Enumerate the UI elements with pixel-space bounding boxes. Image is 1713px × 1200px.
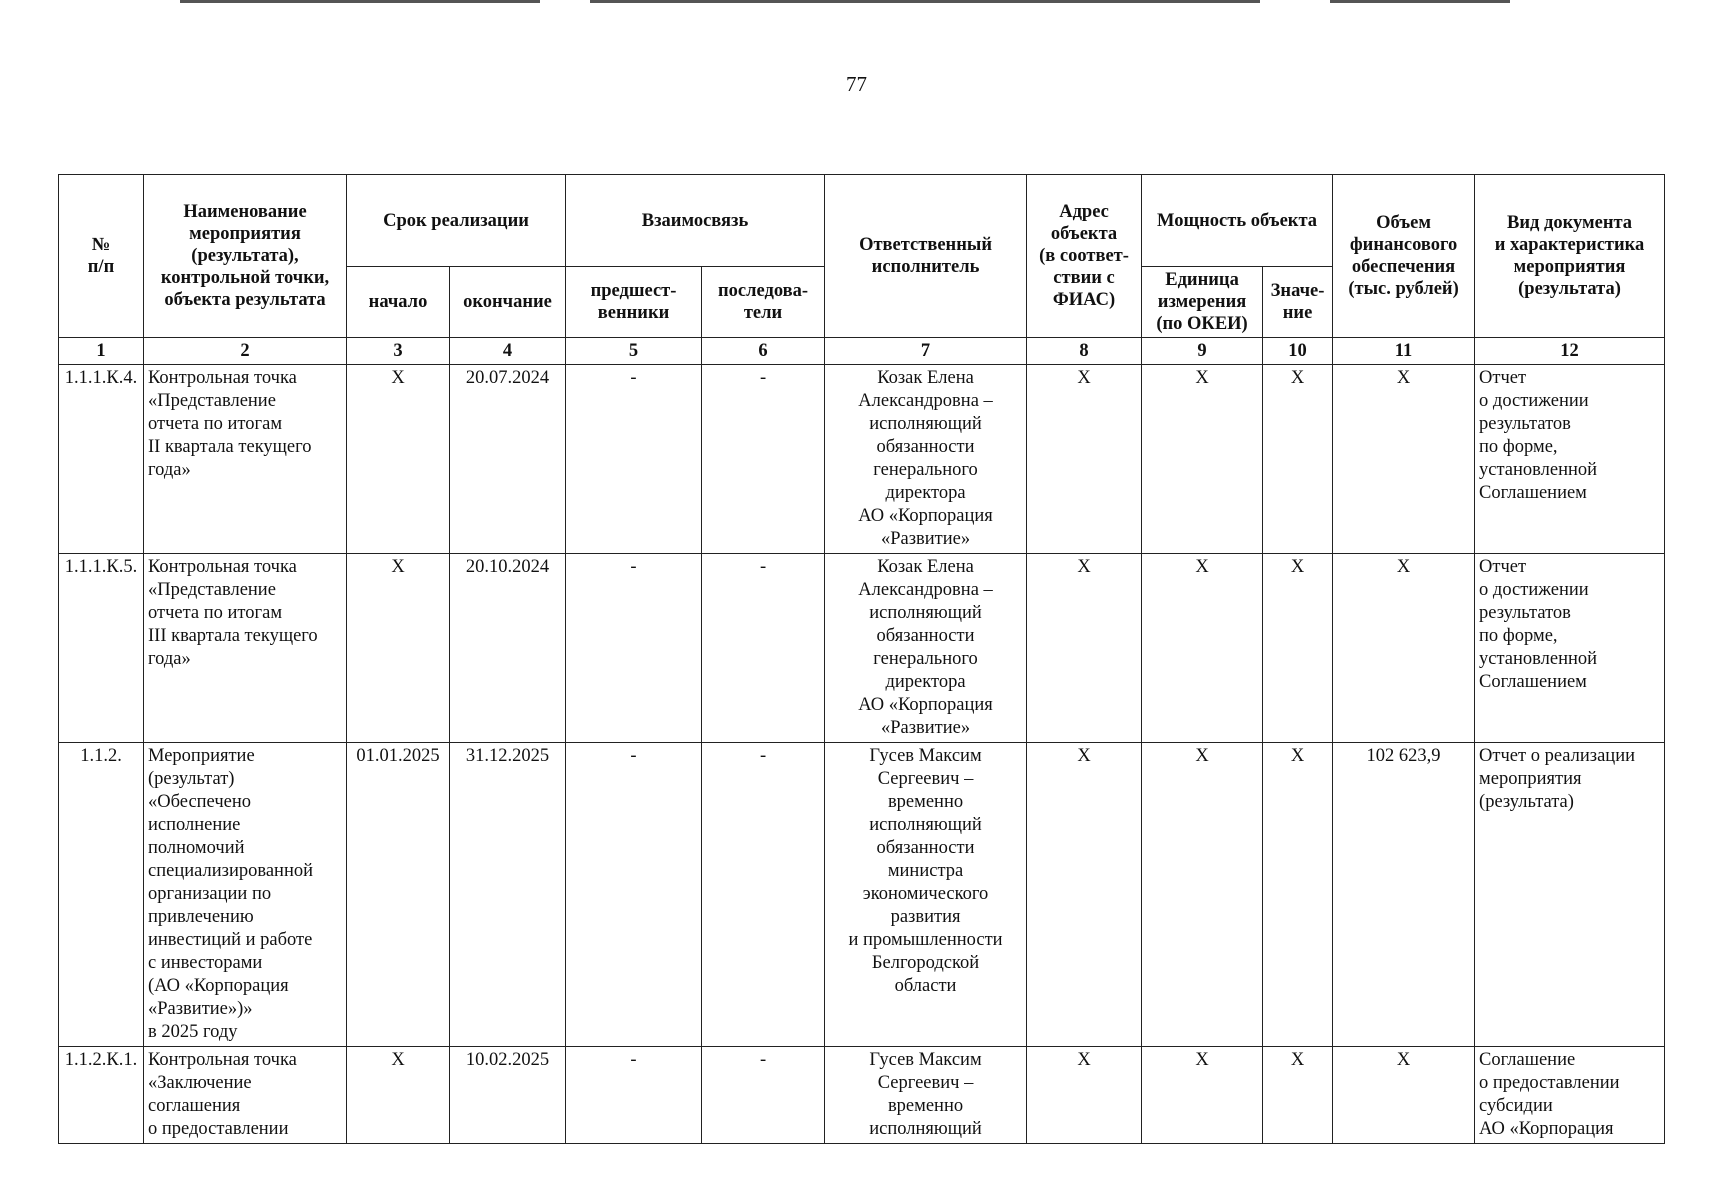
row-address: X xyxy=(1027,365,1142,554)
row-value: X xyxy=(1263,365,1333,554)
column-number: 10 xyxy=(1263,338,1333,365)
header-capacity: Мощность объекта xyxy=(1142,175,1333,267)
row-end: 20.07.2024 xyxy=(450,365,566,554)
table-row xyxy=(59,1047,1665,1144)
header-funding: Объем финансового обеспечения (тыс. рублей) xyxy=(1333,175,1475,338)
header-capacity-value: Значе- ние xyxy=(1263,267,1333,338)
scan-top-edge xyxy=(0,0,1713,3)
header-term: Срок реализации xyxy=(347,175,566,267)
row-prev: - xyxy=(566,743,702,1047)
column-number: 7 xyxy=(825,338,1027,365)
row-unit: X xyxy=(1142,743,1263,1047)
row-doc: Соглашение о предоставлении субсидии АО «Корпорация xyxy=(1475,1047,1665,1144)
header-term-start: начало xyxy=(347,267,450,338)
column-number: 4 xyxy=(450,338,566,365)
row-name: Контрольная точка «Представление отчета по итогам II квартала текущего года» xyxy=(144,365,347,554)
row-start: X xyxy=(347,1047,450,1144)
implementation-plan-table xyxy=(58,174,1665,1144)
column-number: 12 xyxy=(1475,338,1665,365)
header-relation-prev: предшест- венники xyxy=(566,267,702,338)
row-start: 01.01.2025 xyxy=(347,743,450,1047)
row-num: 1.1.2. xyxy=(59,743,144,1047)
row-address: X xyxy=(1027,554,1142,743)
row-start: X xyxy=(347,365,450,554)
row-funding: X xyxy=(1333,365,1475,554)
row-address: X xyxy=(1027,1047,1142,1144)
header-capacity-unit: Единица измерения (по ОКЕИ) xyxy=(1142,267,1263,338)
header-row-top xyxy=(59,175,1665,267)
header-responsible: Ответственный исполнитель xyxy=(825,175,1027,338)
row-name: Контрольная точка «Заключение соглашения о предоставлении xyxy=(144,1047,347,1144)
column-number: 6 xyxy=(702,338,825,365)
row-doc: Отчет о достижении результатов по форме, установленной Соглашением xyxy=(1475,554,1665,743)
row-unit: X xyxy=(1142,554,1263,743)
header-relation-next: последова- тели xyxy=(702,267,825,338)
column-number: 5 xyxy=(566,338,702,365)
header-num: № п/п xyxy=(59,175,144,338)
header-relation: Взаимосвязь xyxy=(566,175,825,267)
row-num: 1.1.1.К.5. xyxy=(59,554,144,743)
row-name: Контрольная точка «Представление отчета по итогам III квартала текущего года» xyxy=(144,554,347,743)
row-responsible: Козак Елена Александровна – исполняющий обязанности генерального директора АО «Корпорация «Развитие» xyxy=(825,554,1027,743)
row-next: - xyxy=(702,365,825,554)
column-number: 8 xyxy=(1027,338,1142,365)
row-prev: - xyxy=(566,1047,702,1144)
row-next: - xyxy=(702,554,825,743)
row-end: 31.12.2025 xyxy=(450,743,566,1047)
row-responsible: Гусев Максим Сергеевич – временно исполняющий xyxy=(825,1047,1027,1144)
row-responsible: Козак Елена Александровна – исполняющий обязанности генерального директора АО «Корпорация «Развитие» xyxy=(825,365,1027,554)
column-number: 2 xyxy=(144,338,347,365)
row-next: - xyxy=(702,1047,825,1144)
column-number-row xyxy=(59,338,1665,365)
row-num: 1.1.2.К.1. xyxy=(59,1047,144,1144)
header-doc-type: Вид документа и характеристика мероприятия (результата) xyxy=(1475,175,1665,338)
header-address: Адрес объекта (в соответ- ствии с ФИАС) xyxy=(1027,175,1142,338)
row-start: X xyxy=(347,554,450,743)
table-row xyxy=(59,365,1665,554)
column-number: 11 xyxy=(1333,338,1475,365)
row-prev: - xyxy=(566,554,702,743)
column-number: 3 xyxy=(347,338,450,365)
row-num: 1.1.1.К.4. xyxy=(59,365,144,554)
row-doc: Отчет о реализации мероприятия (результата) xyxy=(1475,743,1665,1047)
row-value: X xyxy=(1263,1047,1333,1144)
row-next: - xyxy=(702,743,825,1047)
row-end: 20.10.2024 xyxy=(450,554,566,743)
row-name: Мероприятие (результат) «Обеспечено исполнение полномочий специализированной организации по привлечению инвестиций и работе с инвесторами (АО «Корпорация «Развитие»)» в 2025 году xyxy=(144,743,347,1047)
row-value: X xyxy=(1263,554,1333,743)
header-name: Наименование мероприятия (результата), контрольной точки, объекта результата xyxy=(144,175,347,338)
header-term-end: окончание xyxy=(450,267,566,338)
page-number: 77 xyxy=(846,72,867,96)
row-responsible: Гусев Максим Сергеевич – временно исполняющий обязанности министра экономического развития и промышленности Белгородской области xyxy=(825,743,1027,1047)
row-funding: X xyxy=(1333,554,1475,743)
row-funding: 102 623,9 xyxy=(1333,743,1475,1047)
row-unit: X xyxy=(1142,1047,1263,1144)
row-address: X xyxy=(1027,743,1142,1047)
table-row xyxy=(59,743,1665,1047)
row-doc: Отчет о достижении результатов по форме, установленной Соглашением xyxy=(1475,365,1665,554)
row-unit: X xyxy=(1142,365,1263,554)
table-row xyxy=(59,554,1665,743)
column-number: 9 xyxy=(1142,338,1263,365)
column-number: 1 xyxy=(59,338,144,365)
row-funding: X xyxy=(1333,1047,1475,1144)
row-value: X xyxy=(1263,743,1333,1047)
row-end: 10.02.2025 xyxy=(450,1047,566,1144)
row-prev: - xyxy=(566,365,702,554)
